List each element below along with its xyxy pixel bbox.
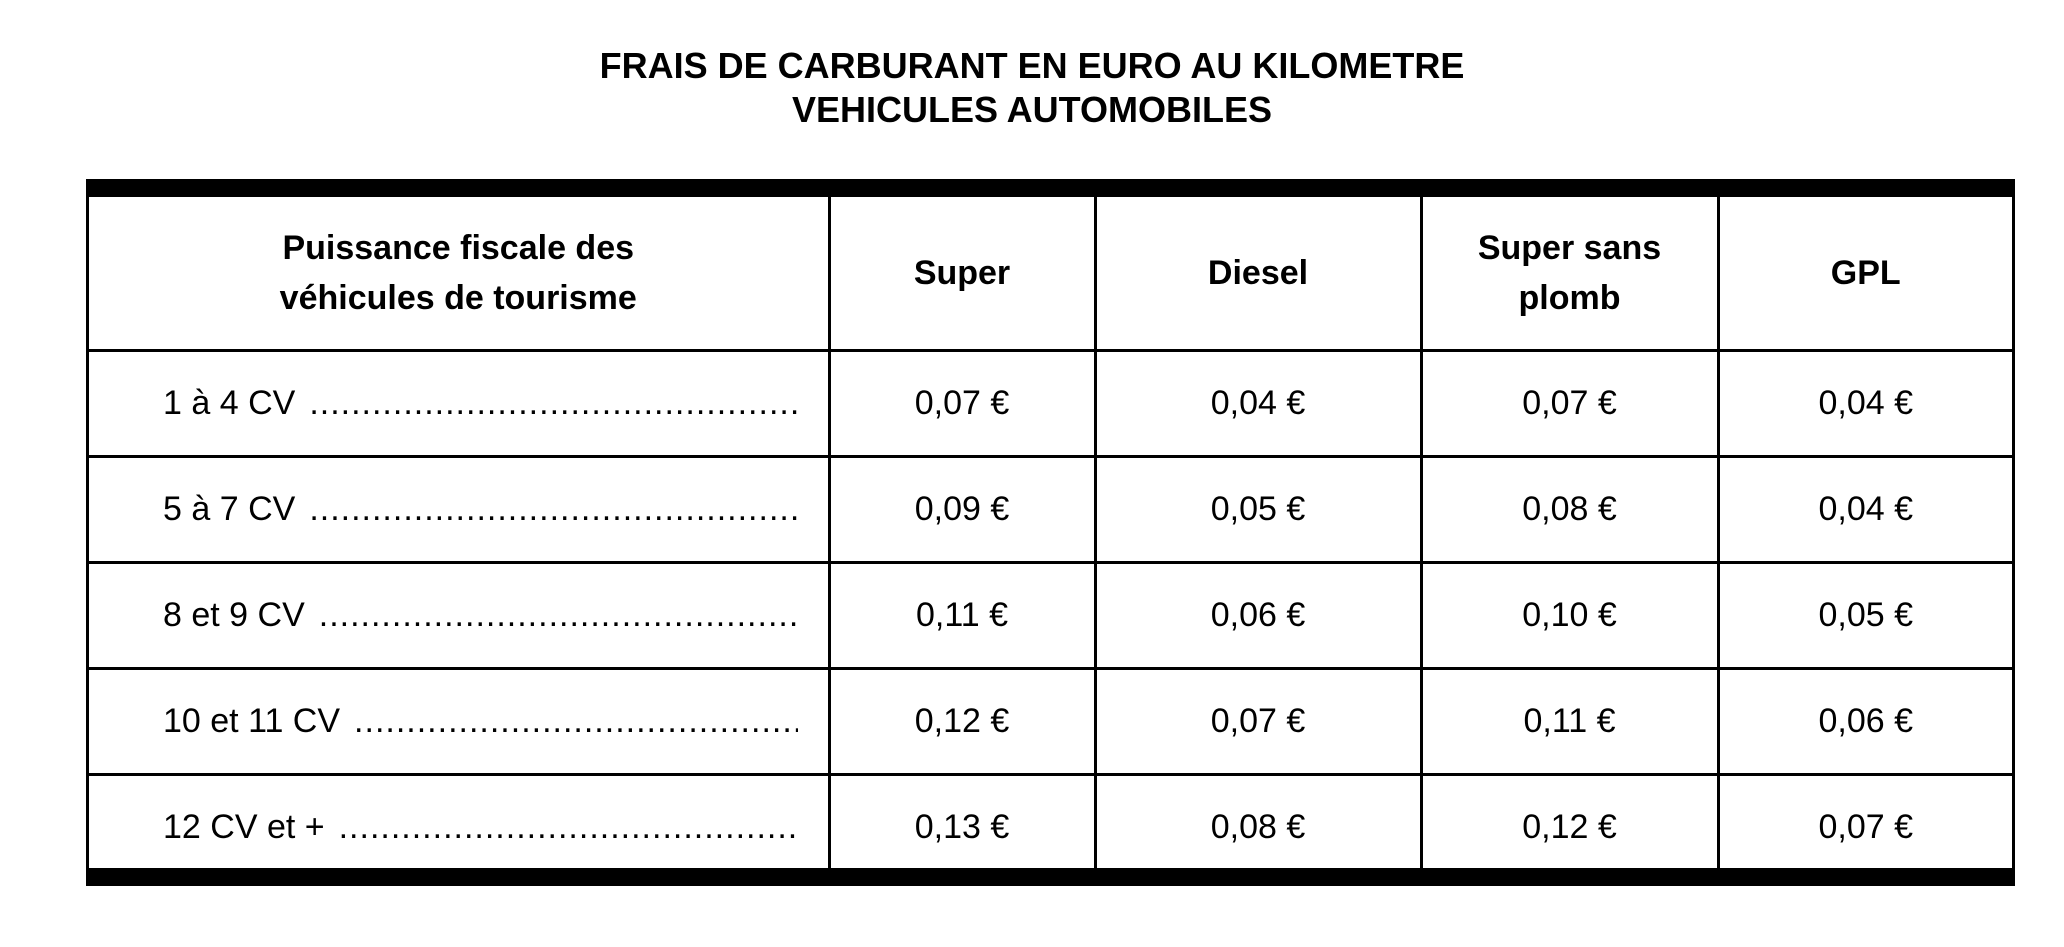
cell-gpl: 0,04 €: [1718, 351, 2012, 457]
cell-sans-plomb: 0,11 €: [1421, 669, 1718, 775]
cell-gpl: 0,04 €: [1718, 457, 2012, 563]
table-row: [89, 669, 2012, 775]
cell-diesel: 0,08 €: [1095, 775, 1421, 880]
row-label: 10 et 11 CV: [163, 702, 341, 740]
header-diesel: Diesel: [1095, 197, 1421, 351]
row-label: 1 à 4 CV: [163, 384, 296, 422]
row-label: 12 CV et +: [163, 808, 325, 846]
row-label-cell: [89, 775, 829, 880]
header-fiscal-power: Puissance fiscale des véhicules de tourisme: [89, 197, 829, 351]
dot-leader: [309, 490, 797, 529]
cell-super: 0,13 €: [829, 775, 1095, 880]
row-label-cell: [89, 351, 829, 457]
row-label-cell: [89, 669, 829, 775]
cell-gpl: 0,05 €: [1718, 563, 2012, 669]
dot-leader: [309, 384, 797, 423]
table-row: [89, 563, 2012, 669]
title-line-2: VEHICULES AUTOMOBILES: [791, 89, 1273, 130]
cell-sans-plomb: 0,08 €: [1421, 457, 1718, 563]
header-super: Super: [829, 197, 1095, 351]
dot-leader: [354, 702, 797, 741]
cell-super: 0,07 €: [829, 351, 1095, 457]
cell-sans-plomb: 0,07 €: [1421, 351, 1718, 457]
cell-diesel: 0,06 €: [1095, 563, 1421, 669]
cell-diesel: 0,04 €: [1095, 351, 1421, 457]
fuel-cost-table: [89, 197, 2012, 879]
cell-gpl: 0,07 €: [1718, 775, 2012, 880]
cell-sans-plomb: 0,12 €: [1421, 775, 1718, 880]
fuel-cost-table-frame: [86, 179, 2015, 886]
header-super-sans-plomb: Super sans plomb: [1421, 197, 1718, 351]
document-title: [0, 44, 2064, 132]
row-label-cell: [89, 457, 829, 563]
table-header-row: [89, 197, 2012, 351]
row-label: 5 à 7 CV: [163, 490, 296, 528]
cell-gpl: 0,06 €: [1718, 669, 2012, 775]
cell-super: 0,11 €: [829, 563, 1095, 669]
title-line-1: FRAIS DE CARBURANT EN EURO AU KILOMETRE: [599, 45, 1465, 86]
dot-leader: [339, 808, 798, 847]
dot-leader: [319, 596, 798, 635]
table-row: [89, 775, 2012, 880]
table-row: [89, 351, 2012, 457]
row-label: 8 et 9 CV: [163, 596, 305, 634]
cell-super: 0,12 €: [829, 669, 1095, 775]
cell-diesel: 0,07 €: [1095, 669, 1421, 775]
cell-super: 0,09 €: [829, 457, 1095, 563]
cell-diesel: 0,05 €: [1095, 457, 1421, 563]
header-gpl: GPL: [1718, 197, 2012, 351]
table-row: [89, 457, 2012, 563]
cell-sans-plomb: 0,10 €: [1421, 563, 1718, 669]
row-label-cell: [89, 563, 829, 669]
